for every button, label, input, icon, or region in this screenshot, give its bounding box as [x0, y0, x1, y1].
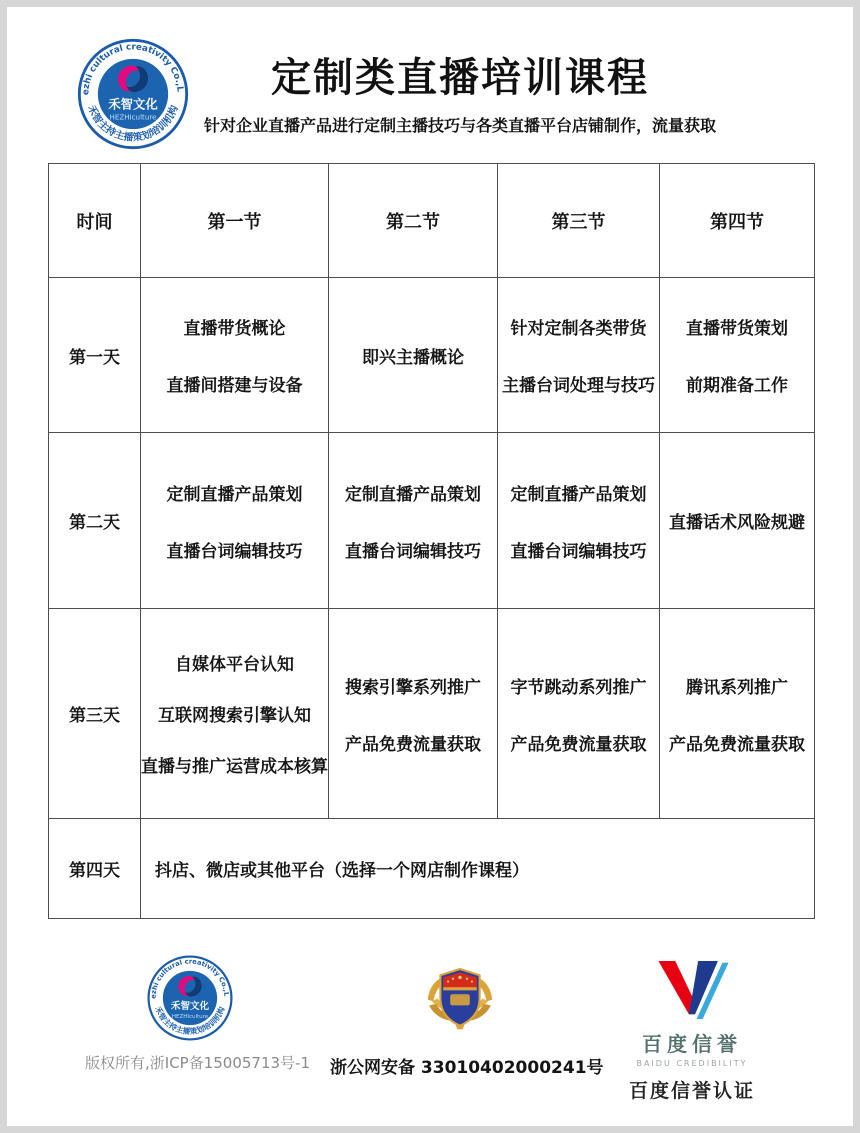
cell-day2-s1 — [141, 433, 329, 609]
cell-line: 字节跳动系列推广 — [510, 677, 647, 698]
cell-line: 直播台词编辑技巧 — [166, 541, 303, 562]
cell-day1-s2 — [329, 278, 498, 433]
course-schedule-table — [48, 163, 815, 919]
cell-day4-all — [141, 819, 815, 919]
cell-day3-s2 — [329, 609, 498, 819]
cell-line: 自媒体平台认知 — [175, 655, 294, 675]
cell-day2-s2 — [329, 433, 498, 609]
cell-line: 直播带货概论 — [183, 319, 286, 339]
col-header-session4: 第四节 — [660, 164, 815, 278]
cell-line: 直播带货策划 — [686, 319, 788, 339]
cell-line: 直播台词编辑技巧 — [345, 541, 481, 562]
cell-line: 互联网搜索引擎认知 — [158, 706, 311, 726]
cell-day3-s4 — [660, 609, 815, 819]
row-label-day3: 第三天 — [49, 609, 141, 819]
cell-line: 直播与推广运营成本核算 — [141, 757, 328, 777]
table-row-day3 — [49, 609, 815, 819]
page-header — [60, 56, 860, 136]
table-row-day2 — [49, 433, 815, 609]
baidu-credibility-cn: 百度信誉 — [642, 1032, 742, 1056]
baidu-cert-text: 百度信誉认证 — [628, 1080, 755, 1102]
cell-line: 主播台词处理与技巧 — [502, 376, 655, 396]
cell-line: 前期准备工作 — [686, 376, 788, 396]
cell-day2-s4 — [660, 433, 815, 609]
cell-line: 针对定制各类带货 — [510, 319, 647, 339]
footer-police-block — [330, 955, 604, 1078]
cell-line: 直播台词编辑技巧 — [510, 541, 647, 562]
page-title: 定制类直播培训课程 — [271, 55, 649, 101]
cell-day3-s1 — [141, 609, 329, 819]
cell-line: 直播话术风险规避 — [669, 513, 805, 533]
cell-day2-s3 — [498, 433, 660, 609]
icp-filing-text: 版权所有,浙ICP备15005713号-1 — [85, 1054, 311, 1072]
baidu-credibility-en: BAIDU CREDIBILITY — [636, 1059, 748, 1068]
cell-line: 定制直播产品策划 — [345, 484, 481, 505]
table-row-day4 — [49, 819, 815, 919]
cell-line: 搜索引擎系列推广 — [345, 677, 481, 698]
cell-line: 直播间搭建与设备 — [166, 376, 303, 396]
cell-line: 定制直播产品策划 — [166, 484, 303, 505]
cell-day3-s3 — [498, 609, 660, 819]
company-logo-icon — [146, 954, 234, 1042]
cell-day1-s3 — [498, 278, 660, 433]
cell-line: 即兴主播概论 — [362, 347, 464, 368]
table-row-day1 — [49, 278, 815, 433]
col-header-time: 时间 — [49, 164, 141, 278]
col-header-session2: 第二节 — [329, 164, 498, 278]
cell-line: 产品免费流量获取 — [669, 734, 805, 755]
cell-line: 腾讯系列推广 — [686, 677, 788, 698]
police-badge-icon — [415, 955, 505, 1039]
col-header-session1: 第一节 — [141, 164, 329, 278]
baidu-credibility-icon — [651, 958, 733, 1022]
row-label-day1: 第一天 — [49, 278, 141, 433]
cell-line: 抖店、微店或其他平台（选择一个网店制作课程） — [155, 861, 529, 881]
footer-baidu-block — [597, 958, 787, 1103]
col-header-session3: 第三节 — [498, 164, 660, 278]
row-label-day4: 第四天 — [49, 819, 141, 919]
police-filing-text: 浙公网安备 33010402000241号 — [330, 1058, 604, 1078]
cell-line: 产品免费流量获取 — [510, 734, 647, 755]
cell-line: 定制直播产品策划 — [510, 484, 647, 505]
cell-day1-s1 — [141, 278, 329, 433]
page-subtitle: 针对企业直播产品进行定制主播技巧与各类直播平台店铺制作，流量获取 — [203, 116, 716, 135]
footer-copyright-block — [85, 954, 311, 1073]
row-label-day2: 第二天 — [49, 433, 141, 609]
cell-day1-s4 — [660, 278, 815, 433]
table-header-row — [49, 164, 815, 278]
cell-line: 产品免费流量获取 — [345, 734, 481, 755]
